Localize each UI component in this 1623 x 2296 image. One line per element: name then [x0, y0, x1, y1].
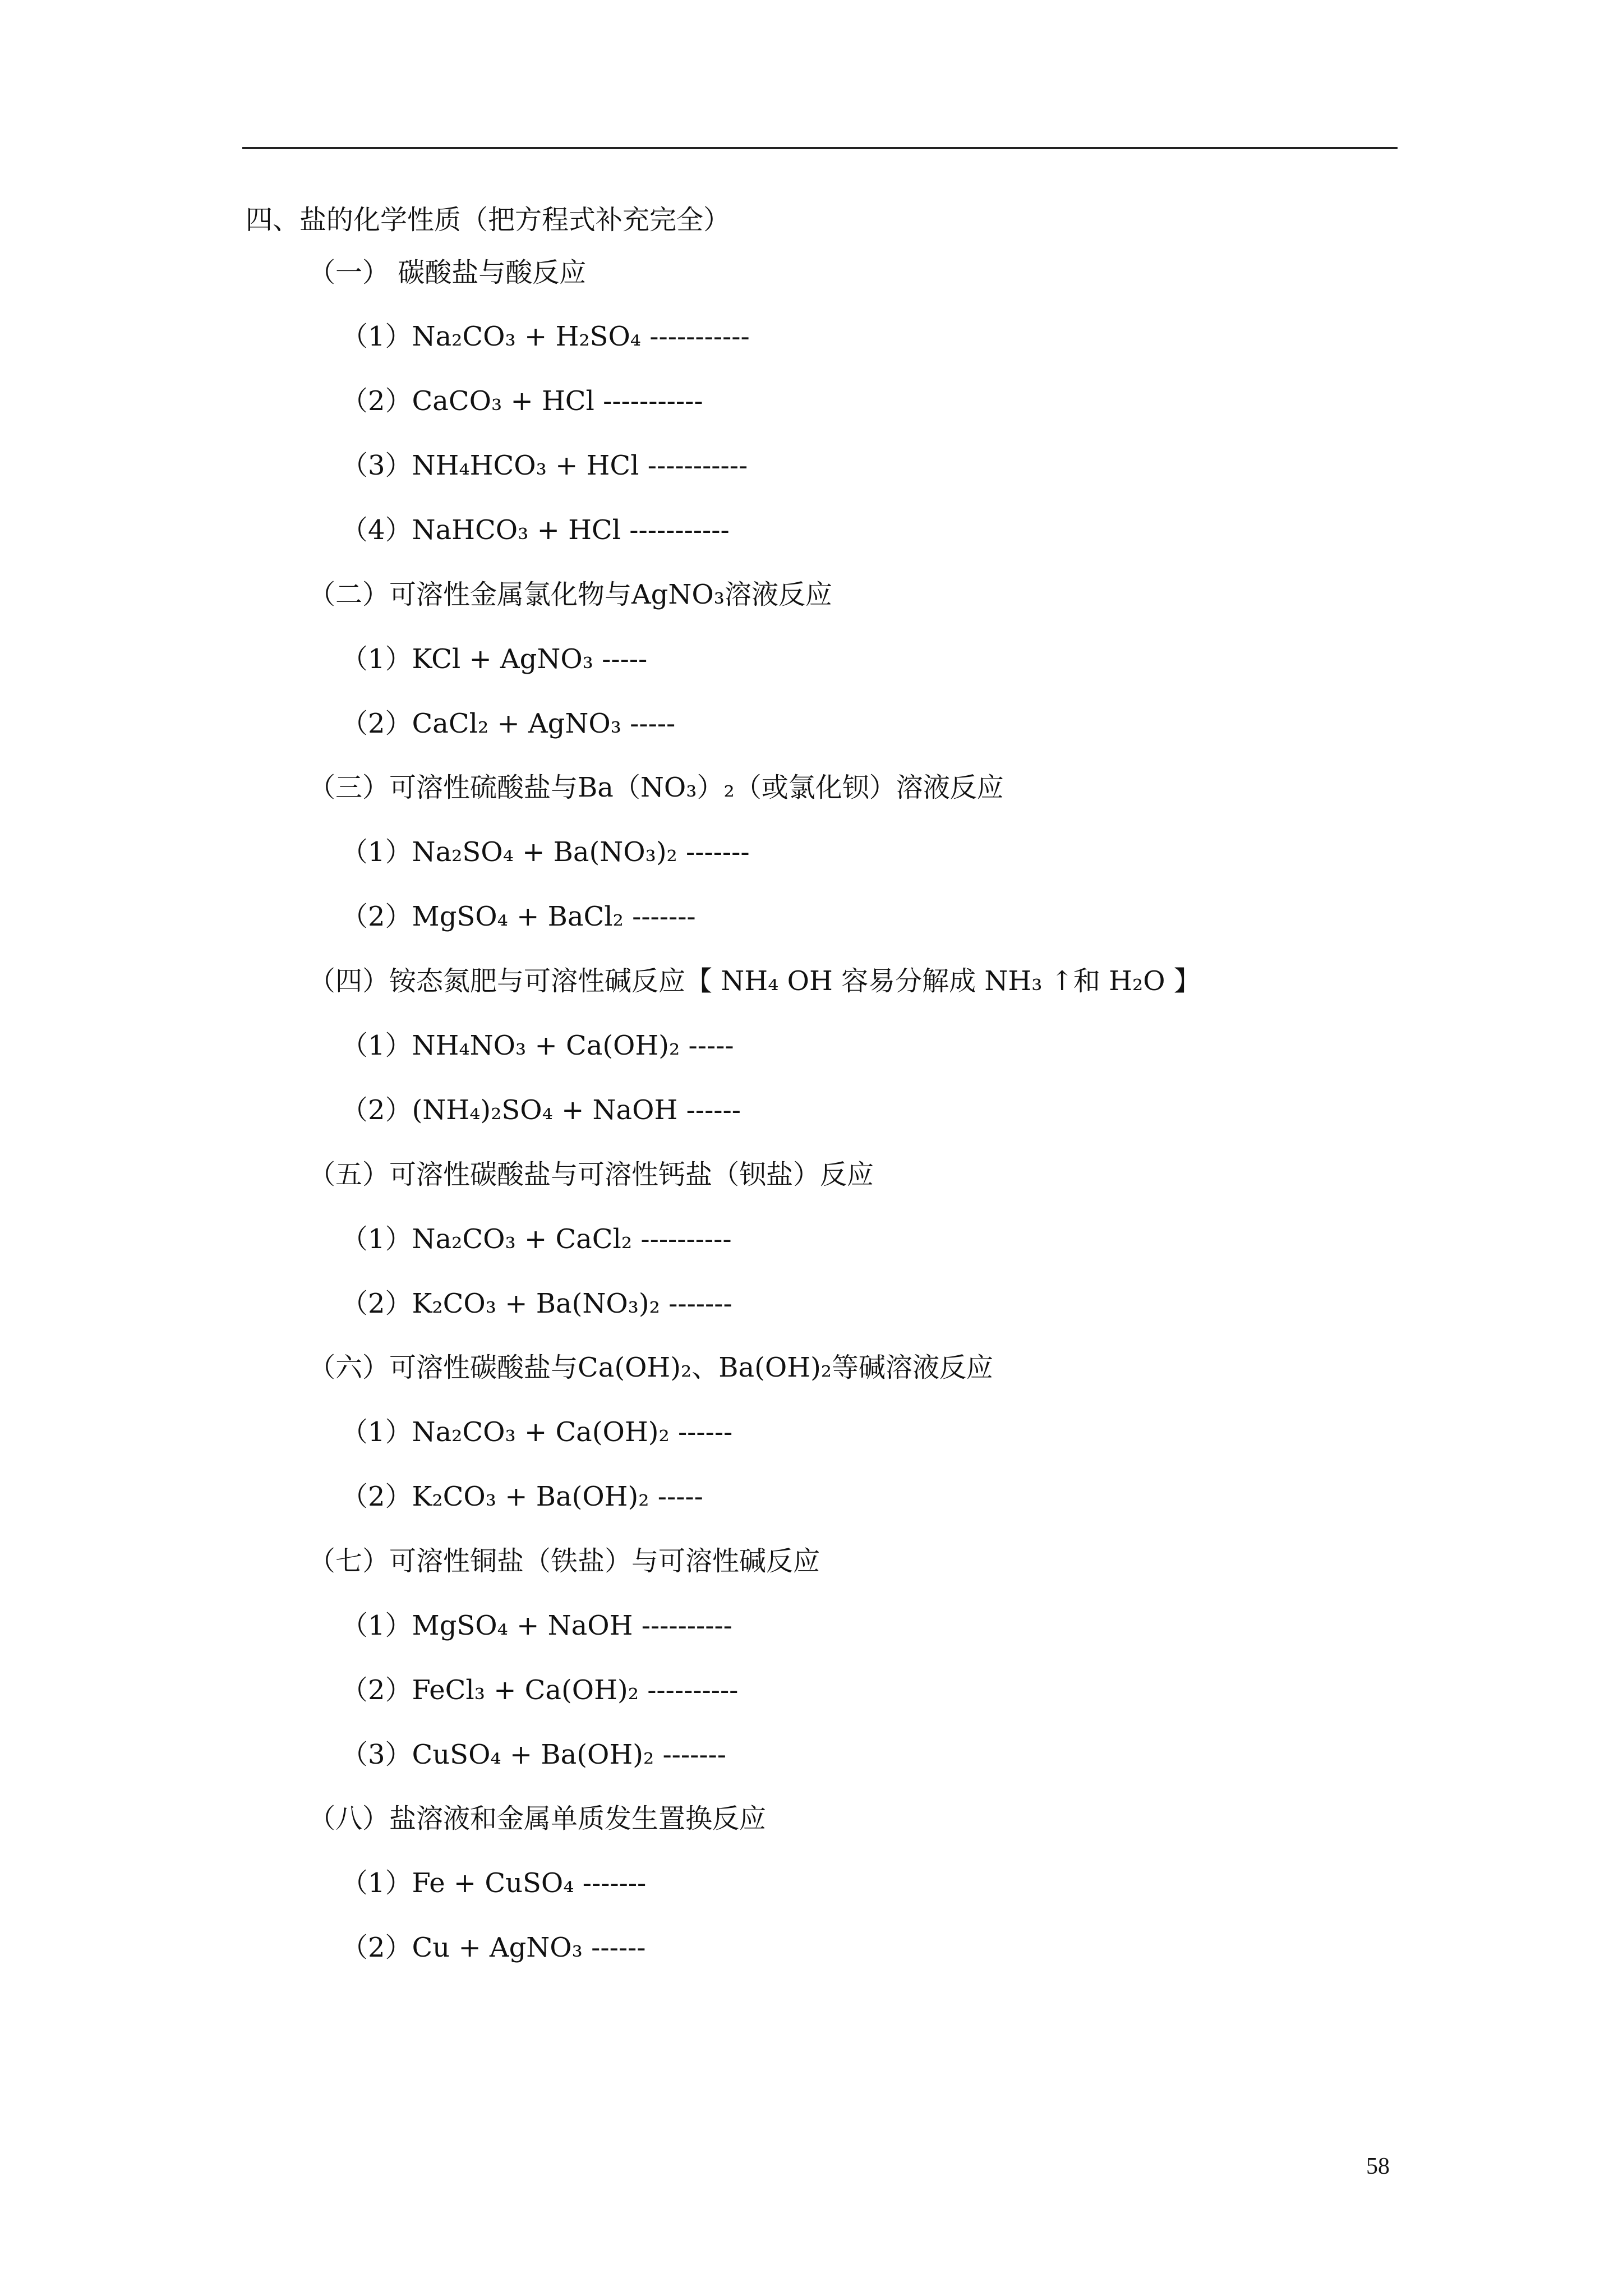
equation-item: （2）CaCO₃ + HCl -----------	[341, 385, 703, 417]
equation-item: （3）NH₄HCO₃ + HCl -----------	[341, 450, 748, 481]
page-number: 58	[1366, 2154, 1390, 2179]
equation-item: （2）K₂CO₃ + Ba(NO₃)₂ -------	[341, 1288, 732, 1319]
equation-item: （1）Fe + CuSO₄ -------	[341, 1867, 647, 1899]
equation-item: （2）K₂CO₃ + Ba(OH)₂ -----	[341, 1481, 703, 1512]
equation-item: （2）Cu + AgNO₃ ------	[341, 1932, 646, 1963]
subsection-heading: （四）铵态氮肥与可溶性碱反应【 NH₄ OH 容易分解成 NH₃ ↑和 H₂O 】	[308, 965, 1201, 997]
equation-item: （4）NaHCO₃ + HCl -----------	[341, 514, 730, 546]
equation-item: （2）CaCl₂ + AgNO₃ -----	[341, 708, 676, 739]
equation-item: （1）Na₂CO₃ + H₂SO₄ -----------	[341, 321, 750, 352]
subsection-heading: （六）可溶性碳酸盐与Ca(OH)₂、Ba(OH)₂等碱溶液反应	[308, 1352, 994, 1383]
equation-item: （2）(NH₄)₂SO₄ + NaOH ------	[341, 1094, 741, 1126]
equation-item: （2）MgSO₄ + BaCl₂ -------	[341, 901, 696, 932]
equation-item: （1）MgSO₄ + NaOH ----------	[341, 1610, 732, 1641]
equation-item: （1）Na₂SO₄ + Ba(NO₃)₂ -------	[341, 836, 750, 868]
subsection-heading: （五）可溶性碳酸盐与可溶性钙盐（钡盐）反应	[308, 1159, 874, 1190]
header-rule	[242, 147, 1398, 149]
equation-item: （1）NH₄NO₃ + Ca(OH)₂ -----	[341, 1030, 734, 1061]
subsection-heading: （三）可溶性硫酸盐与Ba（NO₃）₂（或氯化钡）溶液反应	[308, 772, 1004, 803]
subsection-heading: （一） 碳酸盐与酸反应	[308, 257, 587, 288]
subsection-heading: （二）可溶性金属氯化物与AgNO₃溶液反应	[308, 579, 832, 610]
subsection-heading: （七）可溶性铜盐（铁盐）与可溶性碱反应	[308, 1545, 820, 1577]
equation-item: （1）Na₂CO₃ + Ca(OH)₂ ------	[341, 1416, 733, 1448]
section-title: 四、盐的化学性质（把方程式补充完全）	[246, 204, 731, 236]
equation-item: （1）Na₂CO₃ + CaCl₂ ----------	[341, 1223, 732, 1255]
equation-item: （1）KCl + AgNO₃ -----	[341, 643, 648, 675]
subsection-heading: （八）盐溶液和金属单质发生置换反应	[308, 1803, 767, 1834]
equation-item: （2）FeCl₃ + Ca(OH)₂ ----------	[341, 1674, 739, 1706]
equation-item: （3）CuSO₄ + Ba(OH)₂ -------	[341, 1739, 726, 1770]
